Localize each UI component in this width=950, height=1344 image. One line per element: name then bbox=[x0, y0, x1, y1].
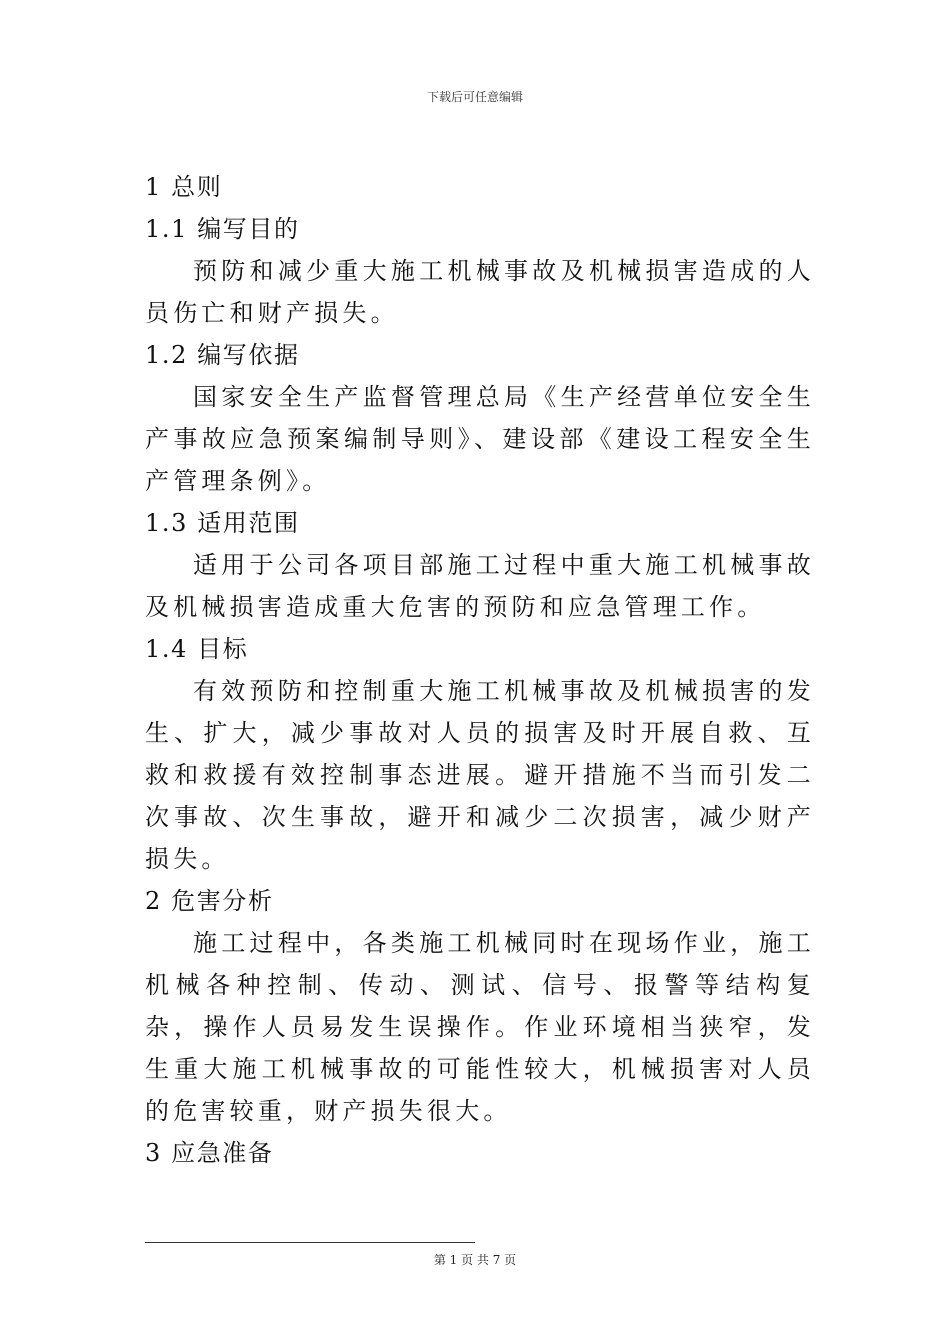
section-1-2-paragraph: 国家安全生产监督管理总局《生产经营单位安全生产事故应急预案编制导则》、建设部《建设工程安全生产管理条例》。 bbox=[145, 383, 815, 495]
section-1-1-heading bbox=[145, 208, 815, 250]
footer-divider bbox=[145, 1242, 475, 1243]
section-1-4-paragraph: 有效预防和控制重大施工机械事故及机械损害的发生、扩大，减少事故对人员的损害及时开展自救、互救和救援有效控制事态进展。避开措施不当而引发二次事故、次生事故，避开和减少二次损害，减少财产损失。 bbox=[145, 677, 815, 873]
section-number: 3 bbox=[145, 1139, 162, 1167]
page-number-label: 第 1 页 共 7 页 bbox=[433, 1253, 517, 1267]
section-title: 编写目的 bbox=[197, 215, 300, 243]
section-3-heading bbox=[145, 1132, 815, 1174]
section-2-paragraph: 施工过程中，各类施工机械同时在现场作业，施工机械各种控制、传动、测试、信号、报警等结构复杂，操作人员易发生误操作。作业环境相当狭窄，发生重大施工机械事故的可能性较大，机械损害对人员的危害较重，财产损失很大。 bbox=[145, 929, 815, 1125]
section-title: 适用范围 bbox=[197, 509, 300, 537]
section-1-heading bbox=[145, 166, 815, 208]
section-1-1-paragraph: 预防和减少重大施工机械事故及机械损害造成的人员伤亡和财产损失。 bbox=[145, 257, 815, 327]
section-title: 编写依据 bbox=[197, 341, 300, 369]
section-1-2-heading bbox=[145, 334, 815, 376]
section-2-heading bbox=[145, 880, 815, 922]
section-title: 应急准备 bbox=[171, 1139, 274, 1167]
section-title: 总则 bbox=[171, 173, 223, 201]
section-number: 1.4 bbox=[145, 635, 188, 663]
section-number: 1.1 bbox=[145, 215, 188, 243]
document-body bbox=[145, 166, 815, 1174]
section-1-3-paragraph: 适用于公司各项目部施工过程中重大施工机械事故及机械损害造成重大危害的预防和应急管理工作。 bbox=[145, 551, 815, 621]
page-header-note: 下载后可任意编辑 bbox=[426, 90, 523, 104]
section-number: 2 bbox=[145, 887, 162, 915]
section-number: 1.3 bbox=[145, 509, 188, 537]
section-1-4-heading bbox=[145, 628, 815, 670]
section-number: 1 bbox=[145, 173, 162, 201]
section-title: 危害分析 bbox=[171, 887, 274, 915]
section-number: 1.2 bbox=[145, 341, 188, 369]
section-title: 目标 bbox=[197, 635, 249, 663]
section-1-3-heading bbox=[145, 502, 815, 544]
